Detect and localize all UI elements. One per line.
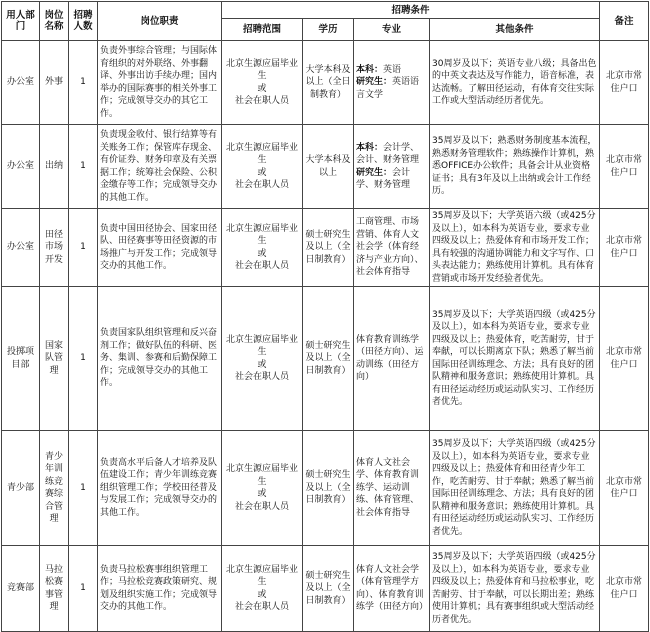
cell-other: 35周岁及以下；大学英语四级（或425分及以上），如本科为英语专业，要求专业四级及以上；热爱体育，吃苦耐劳，甘于奉献，可以长期离京下队；熟悉了解当前国际田径训练理念、方法；具有良好的团队精神和服务意识；熟练使用计算机。具有田径运动经历或运动队实习、工作经历者优先。	[430, 287, 600, 431]
cell-scope	[222, 431, 303, 546]
cell-dept: 办公室	[2, 41, 40, 125]
major-label: 本科：	[356, 64, 384, 75]
cell-major	[354, 41, 430, 125]
table-row	[2, 431, 649, 546]
cell-major	[354, 125, 430, 209]
scope-line: 社会在职人员	[234, 501, 289, 512]
scope-line: 或	[257, 589, 267, 600]
cell-education: 大学本科及以上	[303, 125, 354, 209]
table-row	[2, 209, 649, 287]
major-line	[356, 142, 427, 167]
cell-count: 1	[69, 431, 98, 546]
table-row	[2, 287, 649, 431]
cell-education: 硕士研究生及以上（全日制教育）	[303, 431, 354, 546]
scope-line: 或	[257, 248, 267, 259]
cell-scope	[222, 209, 303, 287]
scope-line: 社会在职人员	[234, 180, 289, 190]
cell-duty: 负责国家队组织管理和反兴奋剂工作；做好队伍的科研、医务、集训、参赛和后勤保障工作；完成领导交办的其他工作。	[98, 287, 222, 431]
recruitment-table	[1, 1, 649, 632]
cell-other: 35周岁及以下；大学英语六级（或425分及以上），如本科为英语专业，要求专业四级及以上；热爱体育和市场开发工作；具有较强的沟通协调能力和文字写作、口头表达能力；熟练使用计算机。具有体育营销或市场开发经验者优先。	[430, 209, 600, 287]
header-duty: 岗位职责	[98, 2, 222, 41]
cell-scope	[222, 546, 303, 632]
header-count: 招聘人数	[69, 2, 98, 41]
scope-line: 或	[257, 359, 267, 370]
cell-note: 北京市常住户口	[600, 209, 649, 287]
cell-education: 大学本科及以上（全日制教育）	[303, 41, 354, 125]
cell-other: 35周岁及以下；大学英语四级（或425分及以上），如本科为英语专业，要求专业四级及以上；热爱体育和马拉松事业，吃苦耐劳、甘于奉献，可以长期出差；熟练使用计算机；具有赛事组织或大型活动经历者优先。	[430, 546, 600, 632]
cell-other: 30周岁及以下；英语专业八级；具备出色的中英文表达及写作能力，语音标准，表达流畅。了解田径运动，有体育交往实际工作或大型活动经历者优先。	[430, 41, 600, 125]
table-row	[2, 41, 649, 125]
cell-education: 硕士研究生及以上（全日制教育）	[303, 287, 354, 431]
scope-line: 北京生源应届毕业生	[225, 334, 298, 357]
cell-position: 马拉松赛事管理	[40, 546, 69, 632]
cell-count: 1	[69, 546, 98, 632]
cell-dept: 青少部	[2, 431, 40, 546]
header-note: 备注	[600, 2, 649, 41]
cell-note: 北京市常住户口	[600, 125, 649, 209]
cell-dept: 竞赛部	[2, 546, 40, 632]
cell-other: 35周岁及以下；大学英语四级（或425分及以上），如本科为英语专业，要求专业四级及以上；热爱体育和田径青少年工作，吃苦耐劳、甘于奉献；熟悉了解当前国际田径训练理念、方法；具有良好的团队精神和服务意识；熟练使用计算机。具有田径运动经历或运动队实习、工作经历者优先。	[430, 431, 600, 546]
cell-note: 北京市常住户口	[600, 287, 649, 431]
header-education: 学历	[303, 19, 354, 41]
header-dept: 用人部门	[2, 2, 40, 41]
cell-note: 北京市常住户口	[600, 546, 649, 632]
major-text: 会计学、财务管理	[356, 167, 411, 190]
cell-count: 1	[69, 125, 98, 209]
scope-line: 或	[257, 167, 267, 178]
cell-count: 1	[69, 41, 98, 125]
header-scope: 招聘范围	[222, 19, 303, 41]
cell-dept: 办公室	[2, 125, 40, 209]
scope-line: 社会在职人员	[234, 602, 289, 612]
scope-line: 社会在职人员	[234, 372, 289, 382]
major-label: 本科：	[356, 142, 384, 153]
header-major: 专业	[354, 19, 430, 41]
cell-education: 硕士研究生及以上（全日制教育）	[303, 209, 354, 287]
cell-major: 体育人文社会学、体育教育训练学、运动训练、体育管理、社会体育指导	[354, 431, 430, 546]
cell-position: 国家队管理	[40, 287, 69, 431]
cell-note: 北京市常住户口	[600, 431, 649, 546]
cell-scope	[222, 41, 303, 125]
table-row	[2, 546, 649, 632]
scope-line: 社会在职人员	[234, 96, 289, 106]
major-text: 会计学、会计、财务管理	[356, 142, 420, 165]
header-row-top	[2, 2, 649, 19]
cell-duty: 负责外事综合管理；与国际体育组织的对外联络、外事翻译、外事出访手续办理；国内举办的国际赛事的相关外事工作；完成领导交办的其它工作。	[98, 41, 222, 125]
table-row	[2, 125, 649, 209]
cell-note: 北京市常住户口	[600, 41, 649, 125]
cell-position: 田径市场开发	[40, 209, 69, 287]
cell-position: 出纳	[40, 125, 69, 209]
major-text: 英语	[383, 64, 402, 75]
cell-scope	[222, 287, 303, 431]
header-position: 岗位名称	[40, 2, 69, 41]
cell-duty: 负责马拉松赛事组织管理工作；马拉松竞赛政策研究、规划及组织实施工作；完成领导交办的其他工作。	[98, 546, 222, 632]
header-conditions: 招聘条件	[222, 2, 600, 19]
scope-line: 或	[257, 83, 267, 94]
cell-dept: 办公室	[2, 209, 40, 287]
cell-duty: 负责中国田径协会、国家田径队、田径赛事等田径资源的市场推广与开发工作；完成领导交办的其他工作。	[98, 209, 222, 287]
cell-duty: 负责现金收付、银行结算等有关账务工作；保管库存现金、有价证券、财务印章及有关票据工作；统筹社会保险、公积金缴存等工作；完成领导交办的其他工作。	[98, 125, 222, 209]
scope-line: 社会在职人员	[234, 261, 289, 271]
scope-line: 北京生源应届毕业生	[225, 564, 298, 587]
cell-dept: 投掷项目部	[2, 287, 40, 431]
cell-position: 外事	[40, 41, 69, 125]
scope-line: 北京生源应届毕业生	[225, 58, 298, 81]
major-label: 研究生：	[356, 77, 393, 88]
major-line	[356, 64, 427, 77]
cell-duty: 负责高水平后备人才培养及队伍建设工作；青少年训练竞赛组织管理工作；学校田径普及与发展工作；完成领导交办的其他工作。	[98, 431, 222, 546]
scope-line: 北京生源应届毕业生	[225, 464, 298, 487]
cell-count: 1	[69, 287, 98, 431]
cell-education: 硕士研究生及以上（全日制教育）	[303, 546, 354, 632]
scope-line: 或	[257, 489, 267, 499]
scope-line: 北京生源应届毕业生	[225, 142, 298, 165]
major-line	[356, 76, 427, 101]
major-label: 研究生：	[356, 167, 393, 178]
scope-line: 北京生源应届毕业生	[225, 223, 298, 246]
cell-other: 35周岁及以下；熟悉财务制度基本流程，熟悉财务管理软件；熟练操作计算机，熟悉OFFICE办公软件；具备会计从业资格证书；具有3年及以上出纳或会计工作经历。	[430, 125, 600, 209]
cell-major: 体育人文社会学（体育管理学方向）、体育教育训练学（田径方向）	[354, 546, 430, 632]
major-line	[356, 167, 427, 192]
header-other: 其他条件	[430, 19, 600, 41]
cell-scope	[222, 125, 303, 209]
cell-count: 1	[69, 209, 98, 287]
cell-major: 体育教育训练学（田径方向）、运动训练（田径方向）	[354, 287, 430, 431]
cell-major: 工商管理、市场营销、体育人文社会学（体育经济与产业方向）、社会体育指导	[354, 209, 430, 287]
major-text: 英语语言文学	[356, 77, 420, 100]
cell-position: 青少年训练竞赛综合管理	[40, 431, 69, 546]
